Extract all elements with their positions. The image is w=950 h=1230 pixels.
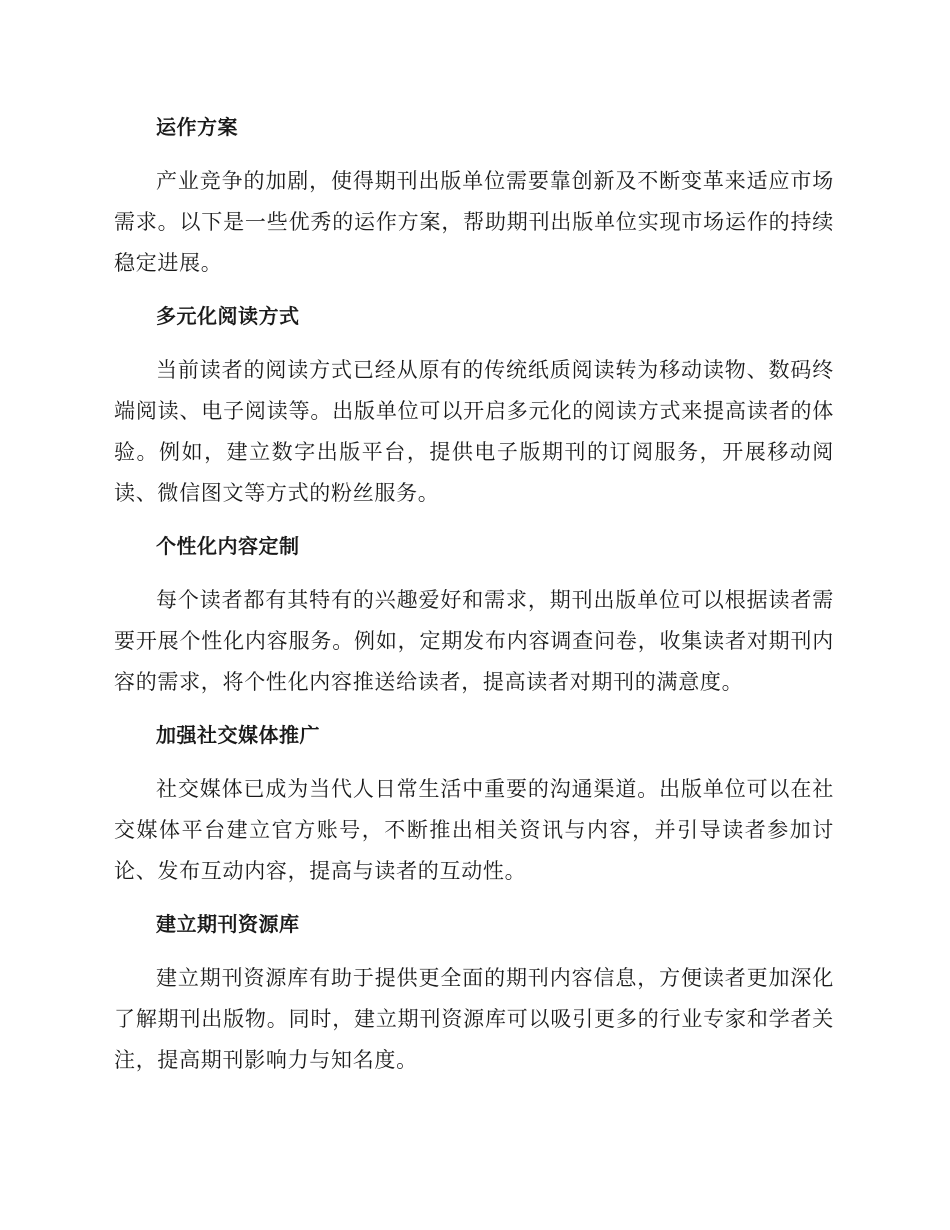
section-heading: 加强社交媒体推广	[156, 723, 320, 747]
section-heading: 个性化内容定制	[156, 534, 300, 558]
section-paragraph: 产业竞争的加剧，使得期刊出版单位需要靠创新及不断变革来适应市场需求。以下是一些优秀的运作方案，帮助期刊出版单位实现市场运作的持续稳定进展。	[114, 169, 834, 275]
section-paragraph: 每个读者都有其特有的兴趣爱好和需求，期刊出版单位可以根据读者需要开展个性化内容服务。例如，定期发布内容调查问卷，收集读者对期刊内容的需求，将个性化内容推送给读者，提高读者对期刊的满意度。	[114, 588, 834, 694]
section-paragraph: 建立期刊资源库有助于提供更全面的期刊内容信息，方便读者更加深化了解期刊出版物。同时，建立期刊资源库可以吸引更多的行业专家和学者关注，提高期刊影响力与知名度。	[114, 966, 834, 1072]
section-operation-plan	[114, 106, 834, 295]
section-personalized-content	[114, 525, 834, 714]
section-resource-library	[114, 903, 834, 1081]
section-paragraph: 社交媒体已成为当代人日常生活中重要的沟通渠道。出版单位可以在社交媒体平台建立官方账号，不断推出相关资讯与内容，并引导读者参加讨论、发布互动内容，提高与读者的互动性。	[114, 777, 834, 883]
document-page	[114, 106, 834, 1081]
section-heading: 运作方案	[156, 115, 238, 139]
section-heading: 建立期刊资源库	[156, 912, 300, 936]
section-diverse-reading	[114, 295, 834, 525]
section-heading: 多元化阅读方式	[156, 304, 300, 328]
section-paragraph: 当前读者的阅读方式已经从原有的传统纸质阅读转为移动读物、数码终端阅读、电子阅读等。出版单位可以开启多元化的阅读方式来提高读者的体验。例如，建立数字出版平台，提供电子版期刊的订阅服务，开展移动阅读、微信图文等方式的粉丝服务。	[114, 358, 834, 505]
section-social-media	[114, 714, 834, 903]
